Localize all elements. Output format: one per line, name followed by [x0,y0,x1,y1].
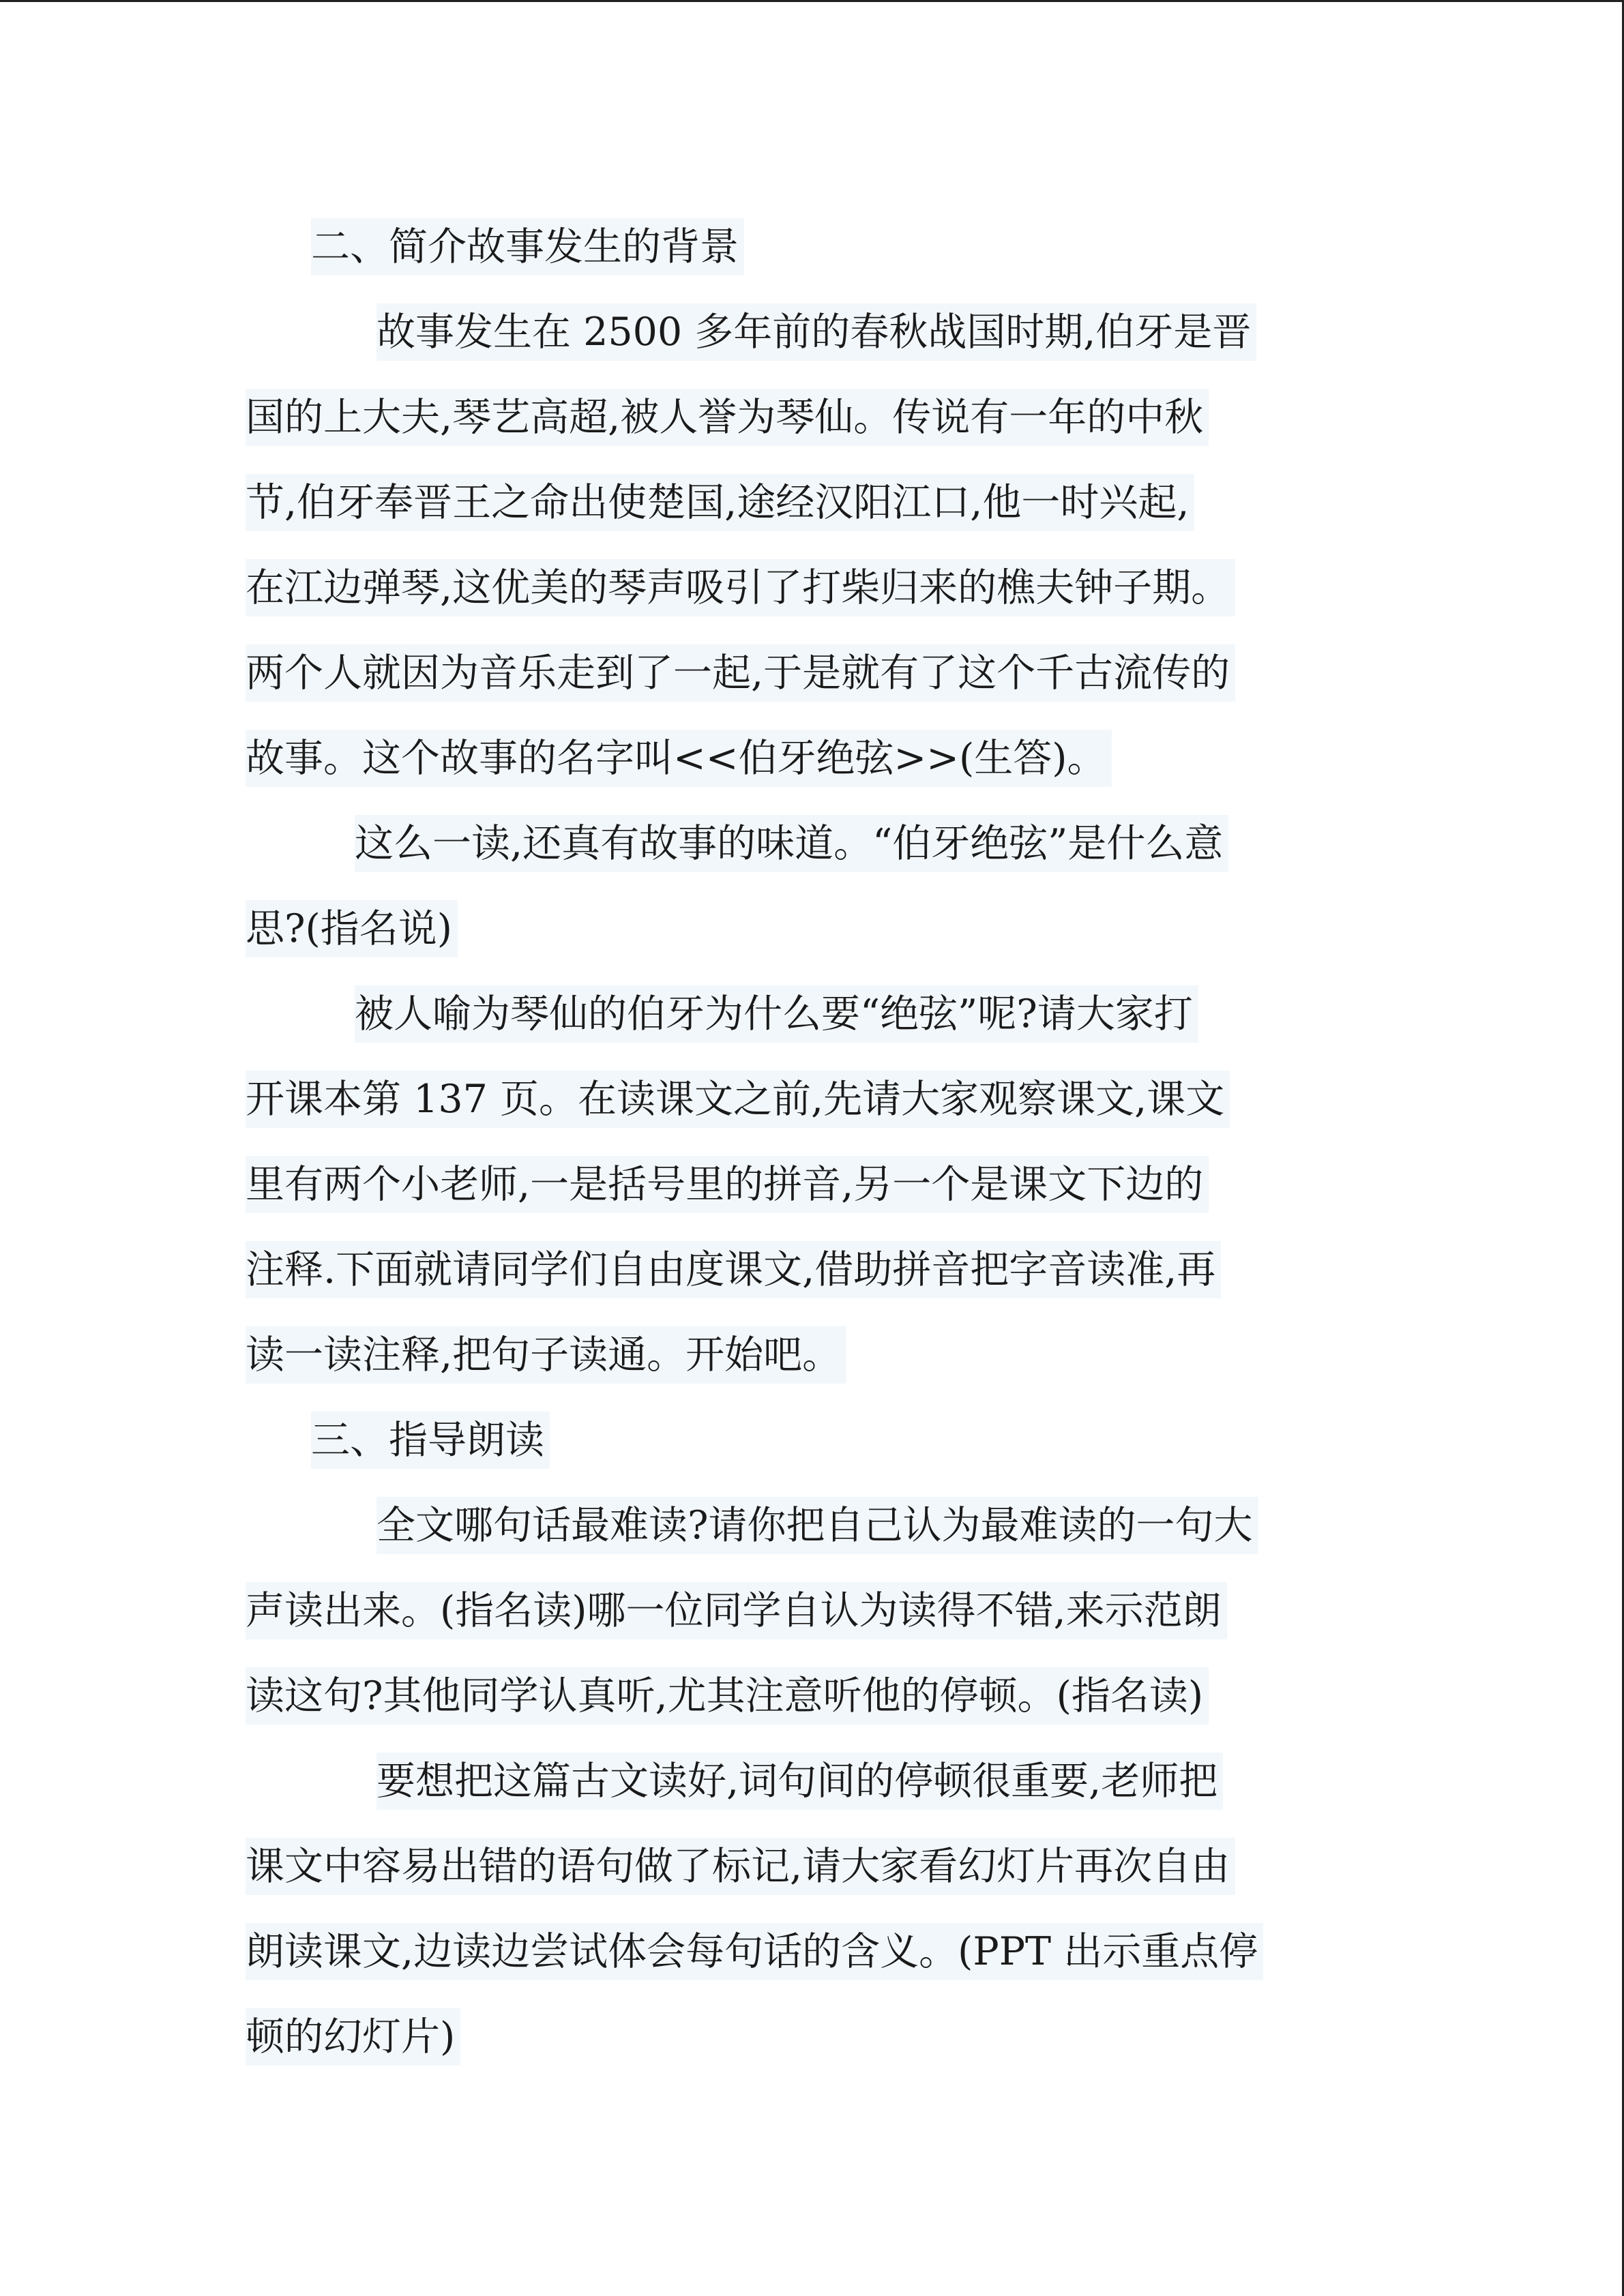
paragraph-line [246,1313,1378,1398]
paragraph-line [246,1568,1378,1654]
paragraph-line [246,1995,1378,2080]
heading-line [246,1398,1378,1483]
line-text: 声读出来。(指名读)哪一位同学自认为读得不错,来示范朗 [246,1582,1227,1639]
paragraph-line [246,631,1378,716]
line-text: 节,伯牙奉晋王之命出使楚国,途经汉阳江口,他一时兴起, [246,474,1194,531]
paragraph-line [246,375,1378,460]
line-text: 两个人就因为音乐走到了一起,于是就有了这个千古流传的 [246,644,1235,702]
paragraph-line [246,972,1378,1057]
paragraph-line [246,1057,1378,1142]
paragraph-line [246,1909,1378,1995]
line-text: 故事发生在 2500 多年前的春秋战国时期,伯牙是晋 [377,303,1256,361]
line-text: 国的上大夫,琴艺高超,被人誉为琴仙。传说有一年的中秋 [246,389,1209,446]
paragraph-line [246,546,1378,631]
line-text: 二、简介故事发生的背景 [311,218,744,275]
line-text: 要想把这篇古文读好,词句间的停顿很重要,老师把 [377,1753,1223,1810]
section-heading: 三、指导朗读 [311,1412,550,1469]
line-text: 顿的幻灯片) [246,2008,460,2066]
line-text: 注释.下面就请同学们自由度课文,借助拼音把字音读准,再 [246,1241,1221,1298]
paragraph-line [246,460,1378,546]
paragraph-line [246,716,1378,801]
paragraph-line [246,1654,1378,1739]
line-text: 这么一读,还真有故事的味道。“伯牙绝弦”是什么意 [355,815,1228,872]
line-text: 思?(指名说) [246,900,458,957]
line-text: 全文哪句话最难读?请你把自己认为最难读的一句大 [377,1497,1258,1554]
paragraph-line [246,1227,1378,1313]
line-text: 读这句?其他同学认真听,尤其注意听他的停顿。(指名读) [246,1667,1209,1725]
line-text: 课文中容易出错的语句做了标记,请大家看幻灯片再次自由 [246,1838,1235,1895]
paragraph-line [246,1739,1378,1824]
paragraph-line [246,1824,1378,1909]
document-body [246,205,1378,2080]
paragraph-line [246,1483,1378,1568]
paragraph-line [246,290,1378,375]
line-text: 故事。这个故事的名字叫<<伯牙绝弦>>(生答)。 [246,730,1112,787]
line-text: 在江边弹琴,这优美的琴声吸引了打柴归来的樵夫钟子期。 [246,559,1235,616]
heading-background [246,205,1378,290]
paragraph-line [246,1142,1378,1227]
line-text: 开课本第 137 页。在读课文之前,先请大家观察课文,课文 [246,1071,1230,1128]
line-text: 读一读注释,把句子读通。开始吧。 [246,1326,846,1384]
line-text: 朗读课文,边读边尝试体会每句话的含义。(PPT 出示重点停 [246,1923,1263,1980]
paragraph-line [246,886,1378,972]
paragraph-line [246,801,1378,886]
line-text: 里有两个小老师,一是括号里的拼音,另一个是课文下边的 [246,1156,1209,1213]
line-text: 被人喻为琴仙的伯牙为什么要“绝弦”呢?请大家打 [355,985,1198,1043]
